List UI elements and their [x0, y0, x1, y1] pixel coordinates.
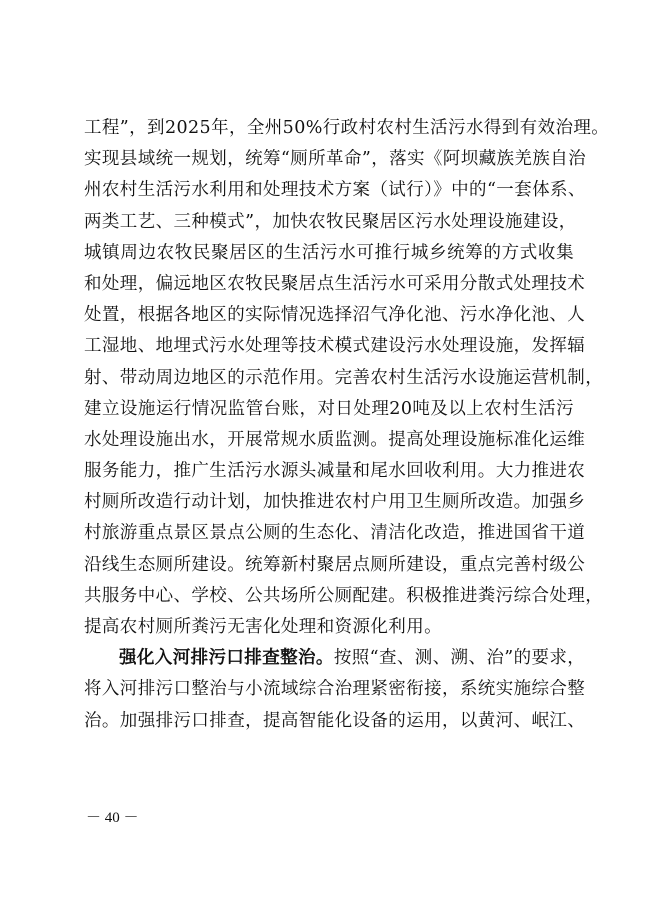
- text-line: 服务能力，推广生活污水源头减量和尾水回收利用。大力推进农: [84, 461, 586, 482]
- paragraph-first-line-text: 按照“查、测、溯、治”的要求，: [333, 648, 586, 669]
- paragraph-heading: 强化入河排污口排查整治。: [119, 648, 334, 669]
- paragraph-first-line: [84, 643, 586, 674]
- text-line: 村厕所改造行动计划，加快推进农村户用卫生厕所改造。加强乡: [84, 492, 586, 513]
- text-line: 沿线生态厕所建设。统筹新村聚居点厕所建设，重点完善村级公: [84, 554, 586, 575]
- text-line: 和处理，偏远地区农牧民聚居点生活污水可采用分散式处理技术: [84, 273, 586, 294]
- text-line: 水处理设施出水，开展常规水质监测。提高处理设施标准化运维: [84, 429, 586, 450]
- text-line: 提高农村厕所粪污无害化处理和资源化利用。: [84, 617, 442, 637]
- text-line: 工程”，到2025年，全州50%行政村农村生活污水得到有效治理。: [84, 118, 610, 138]
- body-text: [84, 113, 610, 737]
- text-line: 实现县域统一规划，统筹“厕所革命”，落实《阿坝藏族羌族自治: [84, 149, 586, 170]
- text-line: 村旅游重点景区景点公厕的生态化、清洁化改造，推进国省干道: [84, 523, 586, 544]
- text-line: 将入河排污口整治与小流域综合治理紧密衔接，系统实施综合整: [84, 679, 586, 700]
- text-line: 州农村生活污水利用和处理技术方案（试行）》中的“一套体系、: [84, 180, 586, 201]
- text-line: 城镇周边农牧民聚居区的生活污水可推行城乡统筹的方式收集: [84, 242, 574, 263]
- text-line: 治。加强排污口排查，提高智能化设备的运用，以黄河、岷江、: [84, 710, 586, 731]
- page-number: － 40 －: [86, 810, 139, 826]
- text-line: 工湿地、地埋式污水处理等技术模式建设污水处理设施，发挥辐: [84, 336, 586, 357]
- text-line: 射、带动周边地区的示范作用。完善农村生活污水设施运营机制，: [84, 367, 604, 388]
- text-line: 建立设施运行情况监管台账，对日处理20吨及以上农村生活污: [84, 398, 574, 419]
- text-line: 两类工艺、三种模式”，加快农牧民聚居区污水处理设施建设，: [84, 211, 577, 232]
- text-line: 共服务中心、学校、公共场所公厕配建。积极推进粪污综合处理，: [84, 585, 604, 606]
- text-line: 处置，根据各地区的实际情况选择沼气净化池、污水净化池、人: [84, 305, 586, 326]
